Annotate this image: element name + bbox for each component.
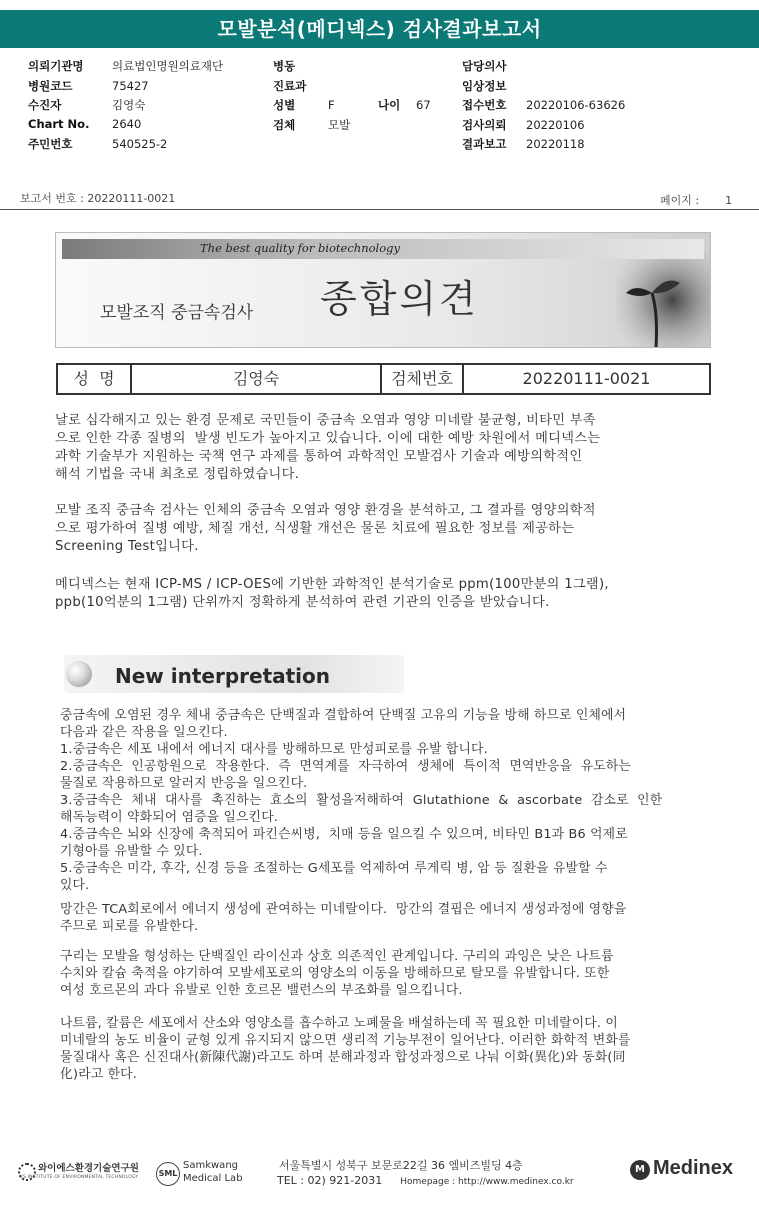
field-value: 20220106	[526, 117, 585, 132]
ys-institute-name: 와이에스환경기술연구원	[38, 1163, 139, 1174]
sprout-icon	[616, 253, 710, 347]
bullet-icon	[66, 661, 92, 687]
interpretation-paragraph-2	[60, 901, 626, 935]
text-line: 중금속에 오염된 경우 체내 중금속은 단백질과 결합하여 단백질 고유의 기능을 방해 하므로 인체에서	[60, 708, 627, 723]
text-line: Screening Test입니다.	[55, 539, 199, 554]
name-value: 김영숙	[232, 369, 280, 388]
field-value: 20220118	[526, 137, 585, 151]
field-value: 김영숙	[112, 98, 146, 112]
specimen-value: 20220111-0021	[522, 369, 651, 388]
header-col-2	[273, 58, 431, 136]
name-label: 성 명	[73, 369, 115, 388]
section-title: New interpretation	[115, 664, 331, 688]
specimen-label: 검체번호	[391, 369, 453, 388]
field-value: 540525-2	[112, 137, 168, 151]
field-label: 검사의뢰	[462, 117, 507, 132]
ys-institute-subtitle: YS INSTITUTE OF ENVIRONMENTAL TECHNOLOGY	[20, 1175, 139, 1180]
header-col-3	[462, 58, 625, 156]
text-line: 수치와 칼슘 축적을 야기하여 모발세포로의 영양소의 이동을 방해하므로 탈모를 유발합니다. 또한	[60, 966, 610, 981]
medinex-brand: Medinex	[653, 1157, 734, 1179]
text-line: 메디넥스는 현재 ICP-MS / ICP-OES에 기반한 과학적인 분석기술로 ppm(100만분의 1그램),	[55, 577, 609, 592]
text-line: ppb(10억분의 1그램) 단위까지 정확하게 분석하여 관련 기관의 인증을 받았습니다.	[55, 595, 550, 610]
interpretation-paragraph-3	[60, 948, 614, 999]
field-value: 2640	[112, 116, 142, 131]
text-line: 물질로 작용하므로 알러지 반응을 일으킨다.	[60, 776, 308, 791]
field-label: 성별	[273, 98, 296, 112]
field-label: 접수번호	[462, 98, 507, 112]
text-line: 물질대사 혹은 신진대사(新陳代謝)라고도 하며 분해과정과 합성과정으로 나눠 이화(異化)와 동화(同	[60, 1050, 626, 1065]
intro-paragraph-1	[55, 412, 600, 484]
text-line: 구리는 모발을 형성하는 단백질인 라이신과 상호 의존적인 관계입니다. 구리의 과잉은 낮은 나트륨	[60, 949, 614, 964]
field-label: Chart No.	[28, 116, 90, 131]
text-line: 5.중금속은 미각, 후각, 신경 등을 조절하는 G세포를 억제하여 루게릭 병, 암 등 질환을 유발할 수	[60, 861, 608, 876]
text-line: 기형아를 유발할 수 있다.	[60, 844, 203, 859]
text-line: 망간은 TCA회로에서 에너지 생성에 관여하는 미네랄이다. 망간의 결핍은 에너지 생성과정에 영향을	[60, 902, 627, 917]
field-label: 임상정보	[462, 78, 507, 93]
field-label: 의뢰기관명	[28, 59, 84, 73]
field-value: F	[328, 98, 335, 112]
sml-name-line-1: Samkwang	[183, 1160, 238, 1171]
text-line: 있다.	[60, 878, 90, 893]
text-line: 4.중금속은 뇌와 신장에 축적되어 파킨슨씨병, 치매 등을 일으킬 수 있으며, 비타민 B1과 B6 억제로	[60, 827, 628, 842]
text-line: 3.중금속은 체내 대사를 촉진하는 효소의 활성을저해하여 Glutathione & ascorbate 감소로 인한	[60, 793, 663, 808]
divider	[0, 209, 759, 210]
header-col-1	[28, 58, 223, 156]
text-line: 미네랄의 농도 비율이 균형 있게 유지되지 않으면 생리적 기능부전이 일어난다. 이러한 화학적 변화를	[60, 1033, 631, 1048]
text-line: 해석 기법을 국내 최초로 정립하였습니다.	[55, 467, 300, 482]
company-contact	[277, 1174, 574, 1187]
phone-number: TEL : 02) 921-2031	[277, 1174, 383, 1187]
age-label: 나이	[378, 98, 401, 112]
field-value: 75427	[112, 78, 149, 93]
text-line: 다음과 같은 작용을 일으킨다.	[60, 725, 228, 740]
field-label: 병동	[273, 59, 296, 73]
homepage-link[interactable]: Homepage : http://www.medinex.co.kr	[400, 1177, 574, 1187]
field-value: 의료법인명원의료재단	[112, 59, 224, 73]
intro-paragraph-2	[55, 502, 596, 556]
field-label: 수진자	[28, 98, 62, 112]
text-line: 주므로 피로를 유발한다.	[60, 919, 199, 934]
banner-tagline: The best quality for biotechnology	[200, 241, 400, 255]
intro-paragraph-3	[55, 576, 609, 612]
field-value: 모발	[328, 117, 351, 132]
text-line: 모발 조직 중금속 검사는 인체의 중금속 오염과 영양 환경을 분석하고, 그 결과를 영양의학적	[55, 503, 596, 518]
text-line: 1.중금속은 세포 내에서 에너지 대사를 방해하므로 만성피로를 유발 합니다.	[60, 742, 488, 757]
field-label: 결과보고	[462, 137, 507, 151]
text-line: 으로 평가하여 질병 예방, 체질 개선, 식생활 개선은 물론 치료에 필요한 정보를 제공하는	[55, 521, 575, 536]
report-title: 모발분석(메디넥스) 검사결과보고서	[0, 10, 759, 48]
field-label: 주민번호	[28, 137, 73, 151]
page-number: 1	[725, 194, 733, 207]
field-label: 검체	[273, 117, 296, 132]
report-number: 보고서 번호 : 20220111-0021	[20, 192, 176, 205]
text-line: 나트륨, 칼륨은 세포에서 산소와 영양소를 흡수하고 노폐물을 배설하는데 꼭 필요한 미네랄이다. 이	[60, 1016, 618, 1031]
field-label: 병원코드	[28, 78, 73, 93]
sml-logo-icon: SML	[156, 1162, 180, 1186]
text-line: 化)라고 한다.	[60, 1067, 137, 1082]
text-line: 날로 심각해지고 있는 환경 문제로 국민들이 중금속 오염과 영양 미네랄 불균형, 비타민 부족	[55, 413, 596, 428]
interpretation-paragraph-1	[60, 707, 662, 894]
banner-subtitle: 모발조직 중금속검사	[100, 303, 254, 323]
company-address: 서울특별시 성북구 보문로22길 36 엠비즈빌딩 4층	[279, 1159, 523, 1172]
field-label: 담당의사	[462, 59, 507, 73]
page-label: 페이지 :	[660, 194, 700, 207]
page-indicator	[660, 192, 732, 208]
text-line: 2.중금속은 인공항원으로 작용한다. 즉 면역계를 자극하여 생체에 특이적 면역반응을 유도하는	[60, 759, 632, 774]
age-value: 67	[416, 98, 431, 112]
field-label: 진료과	[273, 78, 307, 93]
text-line: 여성 호르몬의 과다 유발로 인한 호르몬 밸런스의 부조화를 일으킵니다.	[60, 983, 463, 998]
banner-heading: 종합의견	[320, 277, 479, 321]
sml-name-line-2: Medical Lab	[183, 1173, 243, 1184]
interpretation-paragraph-4	[60, 1015, 631, 1083]
field-value: 20220106-63626	[526, 98, 626, 112]
text-line: 으로 인한 각종 질병의 발생 빈도가 높아지고 있습니다. 이에 대한 예방 차원에서 메디넥스는	[55, 431, 601, 446]
text-line: 해독능력이 약화되어 염증을 일으킨다.	[60, 810, 279, 825]
medinex-logo-icon: M	[630, 1160, 650, 1180]
text-line: 과학 기술부가 지원하는 국책 연구 과제를 통하여 과학적인 모발검사 기술과 예방의학적인	[55, 449, 583, 464]
patient-name-row	[56, 363, 711, 395]
